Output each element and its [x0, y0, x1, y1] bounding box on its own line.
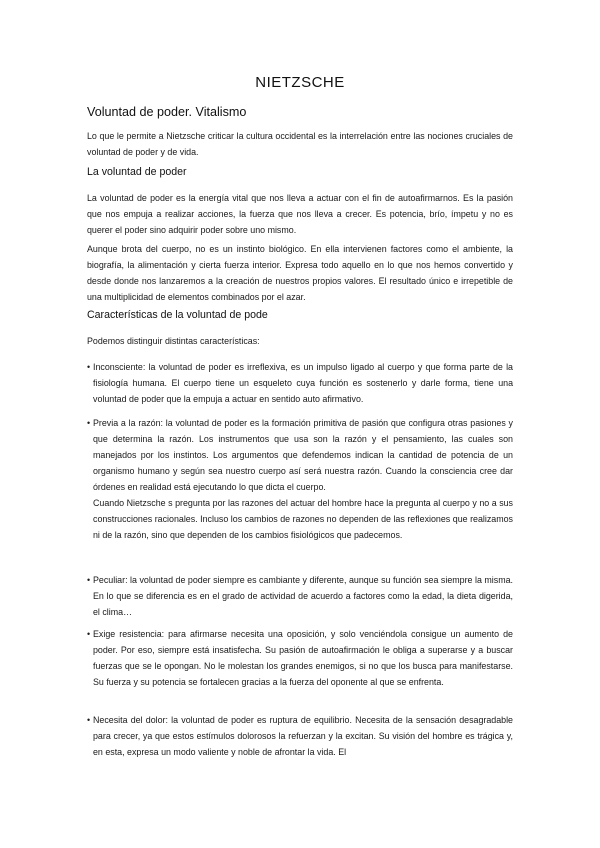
document-title: NIETZSCHE	[255, 74, 345, 91]
bullet-text	[93, 359, 513, 407]
paragraph-definition: La voluntad de poder es la energía vital que nos lleva a actuar con el fin de autoafirmarnos. Es la pasión que nos empuja a realizar acciones, la fuerza que nos lleva a crecer. Es potencia, brío, ímpetu y no es querer el poder sino adquirir poder sobre uno mismo.	[87, 193, 513, 235]
bullet-icon: •	[87, 629, 91, 639]
bullet-body: Exige resistencia: para afirmarse necesita una oposición, y solo venciéndola consigue un aumento de poder. Por eso, siempre está insatisfecha. Su pasión de autoafirmación le obliga a superarse y a buscar fuerzas que se le opongan. No le molestan los grandes enemigos, si no que los busca para manifestarse. Su fuerza y su potencia se fortalecen gracias a la fuerza del oponente al que se enfrenta.	[93, 629, 513, 687]
list-item	[87, 712, 513, 760]
bullet-text	[93, 415, 513, 543]
list-item	[87, 572, 513, 620]
bullet-icon: •	[87, 715, 91, 725]
bullet-icon: •	[87, 418, 91, 428]
bullet-body: Previa a la razón: la voluntad de poder es la formación primitiva de pasión que configura otras pasiones y que determina la razón. Los instrumentos que usa son la razón y el pensamiento, las cuales son manejados por los instintos. Los argumentos que defendemos indican la cantidad de potencia de un organismo humano y según sea nuestro cuerpo así será nuestra razón. Cuando la consciencia cree dar órdenes en realidad está ejecutando lo que dicta el cuerpo.	[93, 418, 513, 492]
bullet-body: Necesita del dolor: la voluntad de poder es ruptura de equilibrio. Necesita de la sensación desagradable para crecer, ya que estos estímulos dolorosos la refuerzan y la excitan. Su visión del hombre es trágica y, en esta, expresa un modo valiente y noble de afrontar la vida. El	[93, 715, 513, 757]
bullet-continuation: Cuando Nietzsche s pregunta por las razones del actuar del hombre hace la pregunta al cuerpo y no a sus construcciones racionales. Incluso los cambios de razones no dependen de las reflexiones que realizamos ni de la razón, sino que dependen de los cambios fisiológicos que padecemos.	[93, 498, 513, 540]
bullet-body: Peculiar: la voluntad de poder siempre es cambiante y diferente, aunque su función sea siempre la misma. En lo que se diferencia es en el grado de actividad de acuerdo a factores como la edad, la dieta digerida, el clima…	[93, 575, 513, 617]
list-item	[87, 359, 513, 407]
bullet-icon: •	[87, 575, 91, 585]
intro-paragraph: Lo que le permite a Nietzsche criticar la cultura occidental es la interrelación entre las nociones cruciales de voluntad de poder y de vida.	[87, 131, 513, 157]
bullet-body: Inconsciente: la voluntad de poder es irreflexiva, es un impulso ligado al cuerpo y que forma parte de la fisiología humana. El cuerpo tiene un esqueleto cuya función es sostenerlo y darle forma, tiene una voluntad de poder que la empuja a actuar en sentido auto afirmativo.	[93, 362, 513, 404]
section-heading-caracteristicas: Características de la voluntad de pode	[87, 309, 268, 321]
bullet-text	[93, 572, 513, 620]
bullet-icon: •	[87, 362, 91, 372]
list-item	[87, 626, 513, 690]
list-item	[87, 415, 513, 543]
main-heading: Voluntad de poder. Vitalismo	[87, 105, 247, 119]
bullet-text	[93, 626, 513, 690]
paragraph-origin: Aunque brota del cuerpo, no es un instinto biológico. En ella intervienen factores como el ambiente, la biografía, la alimentación y cierta fuerza interior. Expresa todo aquello en lo que nos hemos convertido y desde donde nos lanzaremos a la creación de nuestros propios valores. El resultado único e irrepetible de una multiplicidad de elementos combinados por el azar.	[87, 244, 513, 302]
section-heading-voluntad: La voluntad de poder	[87, 166, 187, 178]
bullet-text	[93, 712, 513, 760]
paragraph-characteristics-intro: Podemos distinguir distintas características:	[87, 336, 260, 346]
